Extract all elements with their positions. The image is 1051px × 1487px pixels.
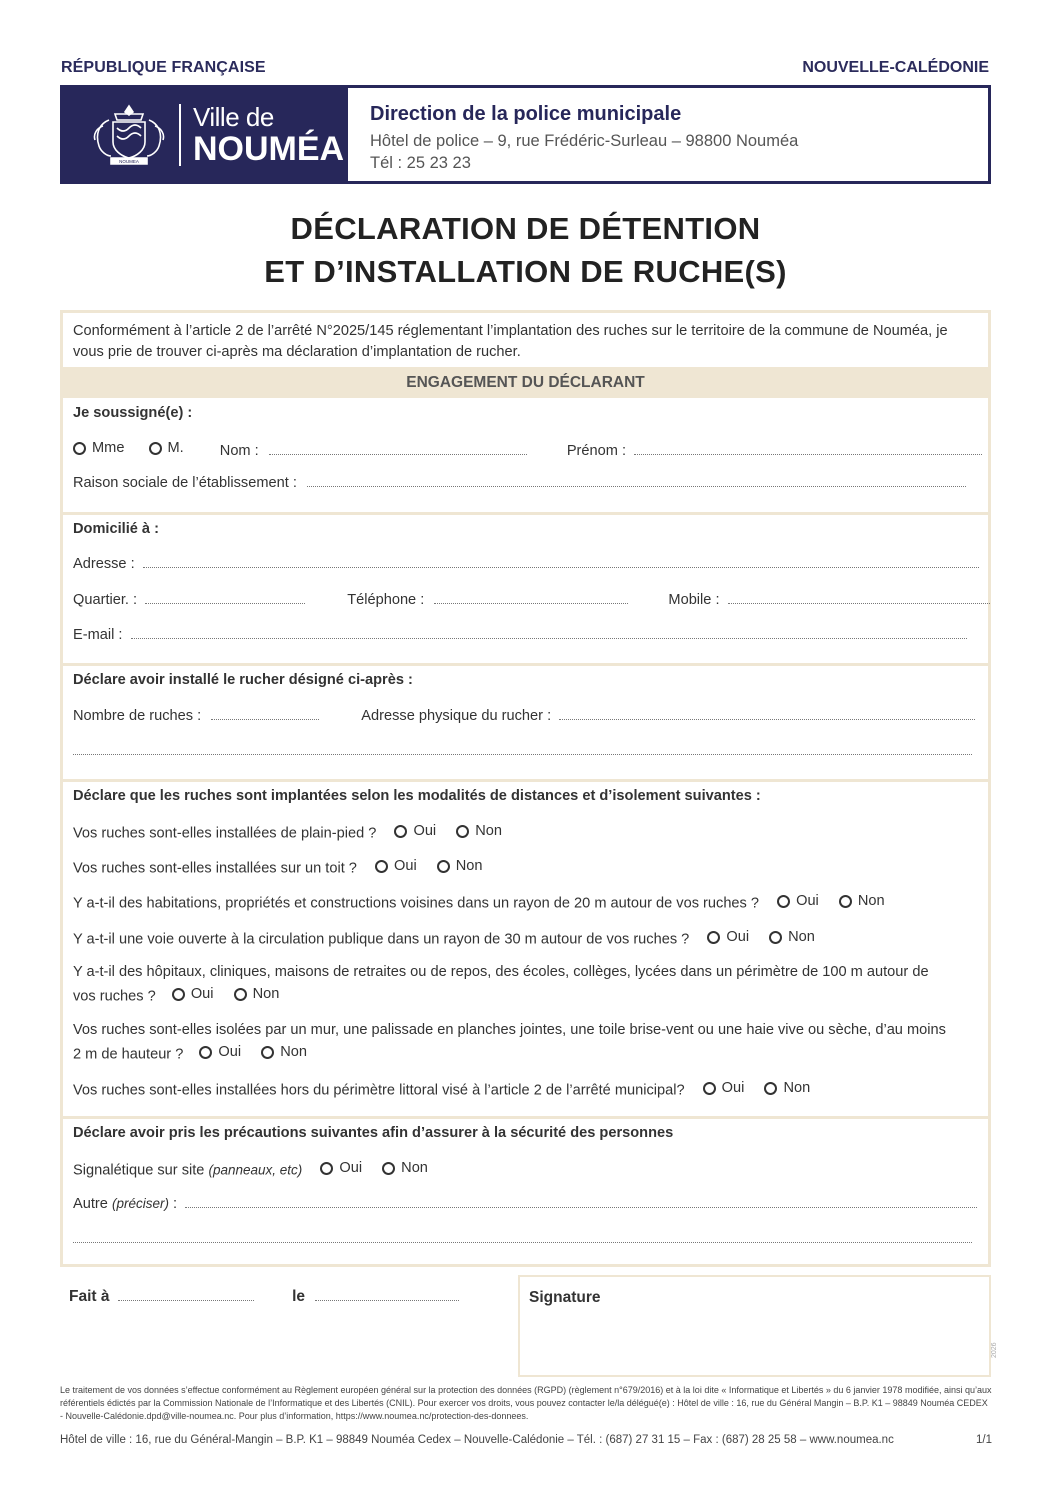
radio-q2-non[interactable]: Non bbox=[437, 856, 483, 876]
field-nom[interactable] bbox=[269, 441, 527, 455]
section-divider bbox=[63, 663, 988, 666]
field-prenom[interactable] bbox=[634, 441, 982, 455]
section-divider bbox=[63, 779, 988, 782]
radio-circle-icon bbox=[777, 895, 790, 908]
document-title bbox=[0, 207, 1051, 293]
logo bbox=[63, 88, 348, 181]
field-raison-sociale[interactable] bbox=[307, 473, 966, 487]
section-divider bbox=[63, 512, 988, 515]
logo-ville: Ville de bbox=[193, 101, 274, 132]
radio-circle-icon bbox=[437, 860, 450, 873]
field-autre[interactable] bbox=[185, 1194, 977, 1208]
signature-label: Signature bbox=[529, 1289, 601, 1306]
crest-label: NOUMEA bbox=[119, 158, 139, 164]
field-mobile[interactable] bbox=[728, 590, 990, 604]
radio-circle-icon bbox=[199, 1046, 212, 1059]
label-fait-a: Fait à bbox=[69, 1288, 110, 1305]
section-divider bbox=[63, 1116, 988, 1119]
radio-circle-icon bbox=[703, 1082, 716, 1095]
radio-q4-non[interactable]: Non bbox=[769, 927, 815, 947]
direction-phone: Tél : 25 23 23 bbox=[370, 154, 471, 172]
intro-text: Conformément à l’article 2 de l’arrêté N°2025/145 réglementant l’implantation des ruches sur le territoire de la commune de Nouméa, je vous prie de trouver ci-après ma déclaration d’implantation de rucher. bbox=[73, 323, 948, 360]
label-adresse: Adresse : bbox=[73, 556, 135, 572]
field-adresse-rucher[interactable] bbox=[559, 706, 975, 720]
field-date[interactable] bbox=[315, 1287, 459, 1301]
label-autre: Autre bbox=[73, 1196, 108, 1212]
radio-q1-oui[interactable]: Oui bbox=[394, 821, 436, 841]
radio-mme[interactable]: Mme bbox=[73, 438, 124, 458]
field-telephone[interactable] bbox=[434, 590, 628, 604]
radio-circle-icon bbox=[456, 825, 469, 838]
logo-divider bbox=[179, 104, 181, 166]
question-plain-pied: Vos ruches sont-elles installées de plain-pied ? Oui Non bbox=[73, 823, 503, 842]
legal-notice: Le traitement de vos données s’effectue conformément au Règlement européen général sur la protection des données (RGPD) (règlement n°679/2016) et à la loi dite « Informatique et Libertés » du 6 janvier 1978 modifiée, ainsi qu’aux référentiels édictés par la Commission Nationale de l’Informatique et des Libertés (CNIL). Pour exercer vos droits, vous pouvez contacter le/la délégué(e) : Hôtel de ville : 16, rue du Général Mangin – B.P. K1 – 98849 Nouméa CEDEX - Nouvelle-Calédonie.dpd@ville-noumea.nc. Pour plus d’information, https://www.noumea.nc/protection-des-donnees. bbox=[60, 1385, 992, 1421]
radio-circle-icon bbox=[707, 931, 720, 944]
radio-circle-icon bbox=[769, 931, 782, 944]
radio-q3-non[interactable]: Non bbox=[839, 891, 885, 911]
label-telephone: Téléphone : bbox=[347, 592, 425, 608]
header-territory: NOUVELLE-CALÉDONIE bbox=[802, 59, 989, 76]
radio-circle-icon bbox=[261, 1046, 274, 1059]
radio-circle-icon bbox=[73, 442, 86, 455]
s5-heading: Déclare avoir pris les précautions suivantes afin d’assurer à la sécurité des personnes bbox=[73, 1125, 674, 1141]
radio-circle-icon bbox=[764, 1082, 777, 1095]
label-nombre-ruches: Nombre de ruches : bbox=[73, 708, 202, 724]
radio-q5-non[interactable]: Non bbox=[234, 983, 280, 1005]
s4-heading: Déclare que les ruches sont implantées selon les modalités de distances et d’isolement suivantes : bbox=[73, 788, 761, 804]
document-reference: 2026 bbox=[991, 1342, 998, 1358]
radio-circle-icon bbox=[394, 825, 407, 838]
declaration-form: Conformément à l’article 2 de l’arrêté N°2025/145 réglementant l’implantation des ruches sur le territoire de la commune de Nouméa, je vous prie de trouver ci-après ma déclaration d’implantation de rucher. ENGAGEMENT DU DÉCLARANT Je soussigné(e) : Mme M. Nom : Prénom : Raison sociale de l’établissement : Domicilié à : Adresse : Quartier. : Téléphone : Mobile : E-mail : Déclare avoir installé le rucher désigné ci-après : Nombre de ruches : Adresse physique du rucher : Déclare que les ruches sont implantées selon les modalités de distances et d’isolement suivantes : Vos ruches sont-elles installées de plain-pied ? Oui Non Vos ruches sont-elles installées sur un toit ? Oui Non Y a-t-il des habitations, propriétés et constructions voisines dans un rayon de 20 m autour de vos ruches ? Oui Non Y a-t-il une voie ouverte à la circulation publique dans un rayon de 30 m autour de vos ruches ? Oui Non Y a-t-il des hôpitaux, cliniques, maisons de retraites ou de repos, des écoles, collèges, lycées dans un périmètre de 100 m autour de vos ruches ? Oui Non Vos ruches sont-elles isolées par un mur, une palissade en planches jointes, une toile brise-vent ou une haie vive ou sèche, d’au moins 2 m de hauteur ? Oui Non Vos ruches sont-elles installées hors du périmètre littoral visé à l’article 2 de l’arrêté municipal? Oui Non Déclare avoir pris les précautions suivantes afin d’assurer à la sécurité des personnes Signalétique sur site (panneaux, etc) Oui Non Autre (préciser) : bbox=[60, 310, 991, 1267]
radio-circle-icon bbox=[839, 895, 852, 908]
label-le: le bbox=[292, 1288, 306, 1305]
label-raison-sociale: Raison sociale de l’établissement : bbox=[73, 475, 297, 491]
radio-q1-non[interactable]: Non bbox=[456, 821, 502, 841]
field-nombre-ruches[interactable] bbox=[211, 706, 319, 720]
field-quartier[interactable] bbox=[145, 590, 305, 604]
radio-circle-icon bbox=[149, 442, 162, 455]
s3-heading: Déclare avoir installé le rucher désigné ci-après : bbox=[73, 672, 413, 688]
field-adresse[interactable] bbox=[143, 554, 979, 568]
footer-address: Hôtel de ville : 16, rue du Général-Mangin – B.P. K1 – 98849 Nouméa Cedex – Nouvelle-Calédonie – Tél. : (687) 27 31 15 – Fax : (687) 28 25 58 – www.noumea.nc bbox=[60, 1434, 894, 1446]
label-prenom: Prénom : bbox=[566, 442, 627, 459]
direction-address: Hôtel de police – 9, rue Frédéric-Surleau – 98800 Nouméa bbox=[370, 132, 799, 150]
question-etablissements: Y a-t-il des hôpitaux, cliniques, maisons de retraites ou de repos, des écoles, collèges, lycées dans un périmètre de 100 m autour de vos ruches ? Oui Non bbox=[73, 964, 929, 1005]
radio-m[interactable]: M. bbox=[149, 438, 184, 458]
field-email[interactable] bbox=[131, 625, 967, 639]
page-number: 1/1 bbox=[976, 1434, 992, 1446]
radio-q3-oui[interactable]: Oui bbox=[777, 891, 819, 911]
radio-circle-icon bbox=[234, 988, 247, 1001]
radio-circle-icon bbox=[375, 860, 388, 873]
question-habitations: Y a-t-il des habitations, propriétés et constructions voisines dans un rayon de 20 m autour de vos ruches ? Oui Non bbox=[73, 893, 885, 912]
question-isolement: Vos ruches sont-elles isolées par un mur, une palissade en planches jointes, une toile brise-vent ou une haie vive ou sèche, d’au moins 2 m de hauteur ? Oui Non bbox=[73, 1022, 946, 1063]
radio-q6-oui[interactable]: Oui bbox=[199, 1041, 241, 1063]
radio-circle-icon bbox=[382, 1162, 395, 1175]
label-mobile: Mobile : bbox=[668, 592, 720, 608]
radio-signaletique-non[interactable]: Non bbox=[382, 1158, 428, 1178]
header-republique: RÉPUBLIQUE FRANÇAISE bbox=[61, 59, 266, 76]
radio-q7-oui[interactable]: Oui bbox=[703, 1078, 745, 1098]
city-crest-icon bbox=[89, 102, 169, 168]
field-fait-a[interactable] bbox=[118, 1287, 254, 1301]
radio-q2-oui[interactable]: Oui bbox=[375, 856, 417, 876]
radio-signaletique-oui[interactable]: Oui bbox=[320, 1158, 362, 1178]
radio-q6-non[interactable]: Non bbox=[261, 1041, 307, 1063]
field-autre-line2[interactable] bbox=[73, 1229, 972, 1243]
letterhead bbox=[60, 85, 991, 184]
label-email: E-mail : bbox=[73, 627, 123, 643]
radio-q7-non[interactable]: Non bbox=[764, 1078, 810, 1098]
direction-name: Direction de la police municipale bbox=[370, 103, 682, 125]
title-line-1: DÉCLARATION DE DÉTENTION bbox=[290, 211, 761, 246]
footer bbox=[60, 1434, 992, 1446]
field-adresse-rucher-line2[interactable] bbox=[73, 741, 972, 755]
question-littoral: Vos ruches sont-elles installées hors du périmètre littoral visé à l’article 2 de l’arrêté municipal? Oui Non bbox=[73, 1080, 811, 1099]
question-signaletique: Signalétique sur site (panneaux, etc) Oui Non bbox=[73, 1160, 428, 1179]
radio-q4-oui[interactable]: Oui bbox=[707, 927, 749, 947]
signature-box[interactable] bbox=[518, 1275, 991, 1377]
question-voie-publique: Y a-t-il une voie ouverte à la circulation publique dans un rayon de 30 m autour de vos ruches ? Oui Non bbox=[73, 929, 815, 948]
section-band: ENGAGEMENT DU DÉCLARANT bbox=[63, 367, 988, 398]
logo-noumea: NOUMÉA bbox=[193, 129, 345, 168]
radio-circle-icon bbox=[320, 1162, 333, 1175]
label-quartier: Quartier. : bbox=[73, 592, 138, 608]
label-nom: Nom : bbox=[219, 442, 259, 459]
question-toit: Vos ruches sont-elles installées sur un toit ? Oui Non bbox=[73, 858, 483, 877]
title-line-2: ET D’INSTALLATION DE RUCHE(S) bbox=[264, 254, 787, 289]
radio-circle-icon bbox=[172, 988, 185, 1001]
label-adresse-rucher: Adresse physique du rucher : bbox=[361, 708, 552, 724]
s2-heading: Domicilié à : bbox=[73, 521, 159, 537]
s1-heading: Je soussigné(e) : bbox=[73, 405, 193, 421]
radio-q5-oui[interactable]: Oui bbox=[172, 983, 214, 1005]
